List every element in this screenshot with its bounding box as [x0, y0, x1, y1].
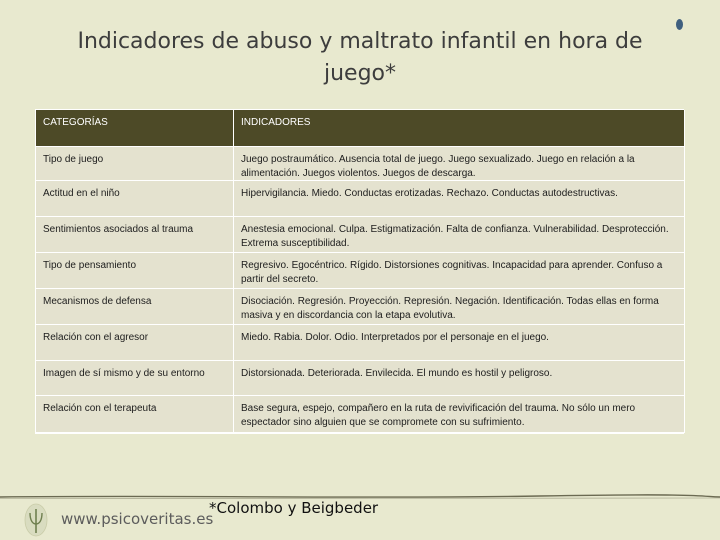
indicators-cell: Disociación. Regresión. Proyección. Represión. Negación. Identificación. Todas ellas en forma masiva y en discordancia con la etapa evolutiva. [234, 289, 685, 325]
category-cell: Sentimientos asociados al trauma [36, 217, 234, 253]
header-indicadores: INDICADORES [234, 110, 685, 147]
indicators-cell: Regresivo. Egocéntrico. Rígido. Distorsiones cognitivas. Incapacidad para aprender. Confuso a partir del secreto. [234, 253, 685, 289]
category-cell: Relación con el terapeuta [36, 396, 234, 433]
indicators-table [35, 109, 684, 434]
indicators-cell: Base segura, espejo, compañero en la ruta de revivificación del trauma. No sólo un mero espectador sino alguien que se compromete con su sufrimiento. [234, 396, 685, 433]
indicators-cell: Hipervigilancia. Miedo. Conductas erotizadas. Rechazo. Conductas autodestructivas. [234, 181, 685, 217]
category-cell: Mecanismos de defensa [36, 289, 234, 325]
indicators-cell: Juego postraumático. Ausencia total de juego. Juego sexualizado. Juego en relación a la alimentación. Juegos violentos. Juegos de descarga. [234, 147, 685, 181]
indicators-cell: Miedo. Rabia. Dolor. Odio. Interpretados por el personaje en el juego. [234, 325, 685, 361]
indicators-cell: Anestesia emocional. Culpa. Estigmatización. Falta de confianza. Vulnerabilidad. Desprotección. Extrema susceptibilidad. [234, 217, 685, 253]
category-cell: Imagen de sí mismo y de su entorno [36, 361, 234, 396]
slide-title: Indicadores de abuso y maltrato infantil en hora de juego* [77, 29, 643, 86]
category-cell: Actitud en el niño [36, 181, 234, 217]
psi-leaf-icon [24, 503, 48, 537]
category-cell: Tipo de pensamiento [36, 253, 234, 289]
category-cell: Tipo de juego [36, 147, 234, 181]
category-cell: Relación con el agresor [36, 325, 234, 361]
source-credit: *Colombo y Beigbeder [209, 499, 379, 517]
website-logo-text[interactable]: www.psicoveritas.es [61, 510, 214, 528]
indicators-cell: Distorsionada. Deteriorada. Envilecida. El mundo es hostil y peligroso. [234, 361, 685, 396]
header-categorias: CATEGORÍAS [36, 110, 234, 147]
